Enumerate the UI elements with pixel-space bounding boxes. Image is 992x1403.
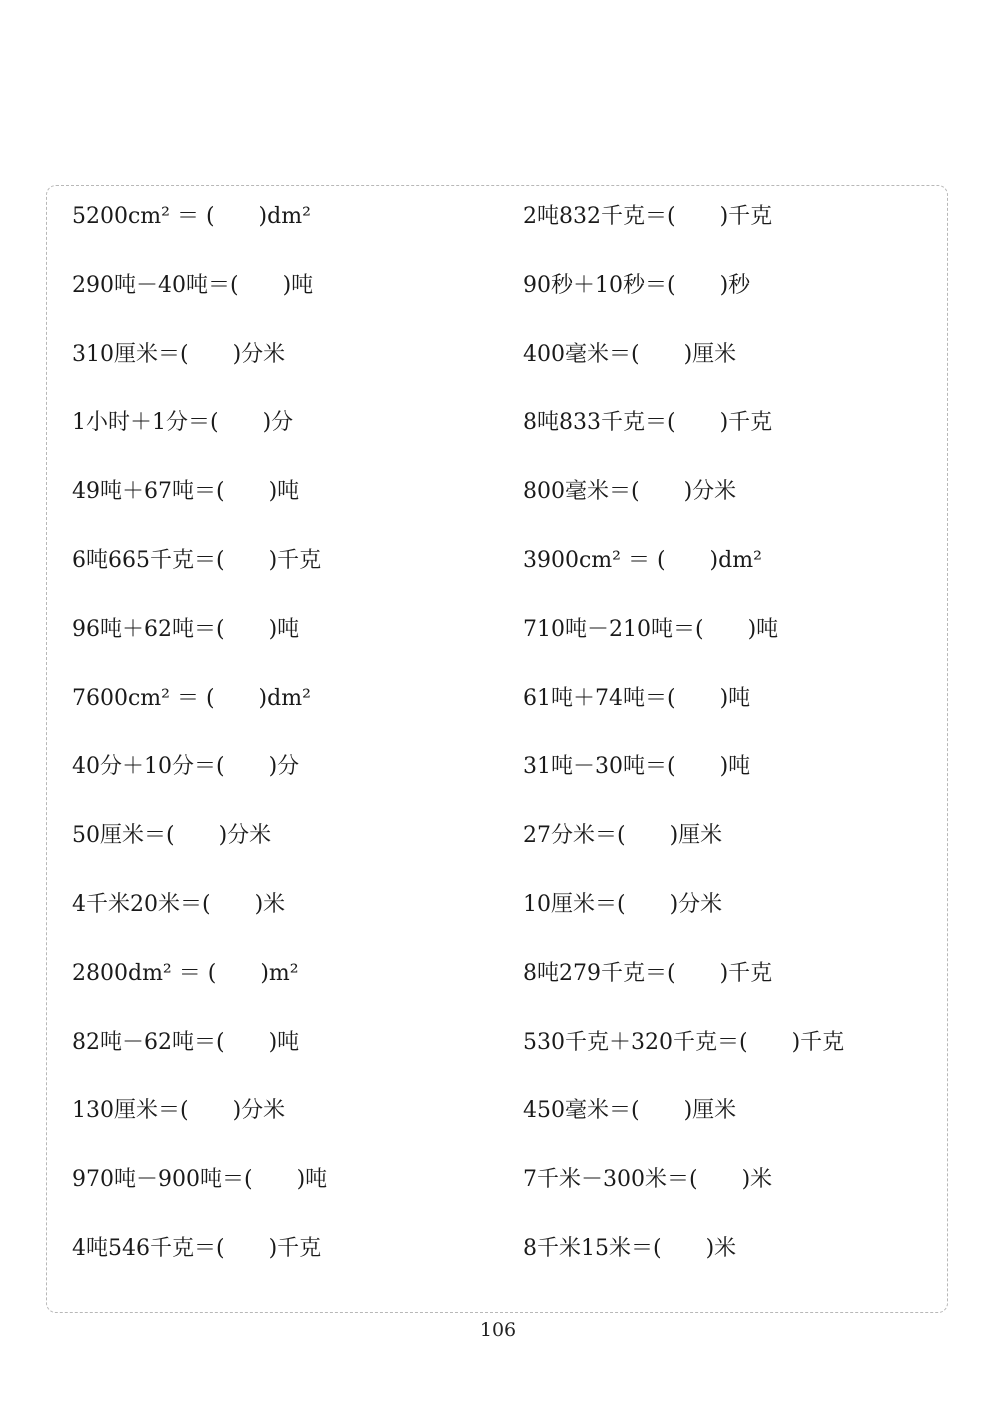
problem-row	[72, 197, 932, 266]
problem-row	[72, 1091, 932, 1160]
problem-left-15: 970吨－900吨＝( )吨	[72, 1167, 328, 1193]
problem-row	[72, 610, 932, 679]
problem-left-5: 49吨＋67吨＝( )吨	[72, 479, 300, 505]
problem-row	[72, 679, 932, 748]
problem-grid	[72, 197, 932, 1298]
page-number: 106	[479, 1319, 517, 1341]
problem-right-8: 61吨＋74吨＝( )吨	[523, 685, 751, 711]
problem-left-16: 4吨546千克＝( )千克	[72, 1235, 322, 1261]
problem-right-3: 400毫米＝( )厘米	[523, 341, 737, 367]
problem-left-14: 130厘米＝( )分米	[72, 1098, 286, 1124]
problem-left-9: 40分＋10分＝( )分	[72, 754, 300, 780]
problem-row	[72, 747, 932, 816]
problem-row	[72, 885, 932, 954]
problem-right-4: 8吨833千克＝( )千克	[523, 410, 773, 436]
problem-left-12: 2800dm² ＝ ( )m²	[72, 960, 299, 986]
problem-right-5: 800毫米＝( )分米	[523, 479, 737, 505]
problem-right-15: 7千米－300米＝( )米	[523, 1167, 773, 1193]
problem-left-13: 82吨－62吨＝( )吨	[72, 1029, 300, 1055]
problem-left-7: 96吨＋62吨＝( )吨	[72, 616, 300, 642]
problem-row	[72, 266, 932, 335]
problem-left-11: 4千米20米＝( )米	[72, 891, 286, 917]
problem-left-4: 1小时＋1分＝( )分	[72, 410, 294, 436]
problem-right-2: 90秒＋10秒＝( )秒	[523, 272, 751, 298]
problem-right-1: 2吨832千克＝( )千克	[523, 204, 773, 229]
problem-right-14: 450毫米＝( )厘米	[523, 1098, 737, 1124]
problem-left-10: 50厘米＝( )分米	[72, 823, 272, 849]
problem-row	[72, 1160, 932, 1229]
problem-left-3: 310厘米＝( )分米	[72, 341, 286, 367]
problem-left-2: 290吨－40吨＝( )吨	[72, 272, 314, 298]
problem-right-13: 530千克＋320千克＝( )千克	[523, 1029, 845, 1055]
problem-right-6: 3900cm² ＝ ( )dm²	[523, 547, 762, 573]
problem-right-9: 31吨－30吨＝( )吨	[523, 754, 751, 780]
problem-row	[72, 335, 932, 404]
problem-left-1: 5200cm² ＝ ( )dm²	[72, 204, 311, 229]
problem-right-11: 10厘米＝( )分米	[523, 891, 723, 917]
problem-row	[72, 1023, 932, 1092]
problem-right-7: 710吨－210吨＝( )吨	[523, 616, 779, 642]
problem-row	[72, 472, 932, 541]
problem-right-10: 27分米＝( )厘米	[523, 823, 723, 849]
problem-row	[72, 403, 932, 472]
problem-right-16: 8千米15米＝( )米	[523, 1235, 737, 1261]
problem-row	[72, 954, 932, 1023]
problem-row	[72, 1229, 932, 1298]
problem-row	[72, 541, 932, 610]
problem-right-12: 8吨279千克＝( )千克	[523, 960, 773, 986]
problem-row	[72, 816, 932, 885]
problem-left-6: 6吨665千克＝( )千克	[72, 547, 322, 573]
problem-left-8: 7600cm² ＝ ( )dm²	[72, 685, 311, 711]
